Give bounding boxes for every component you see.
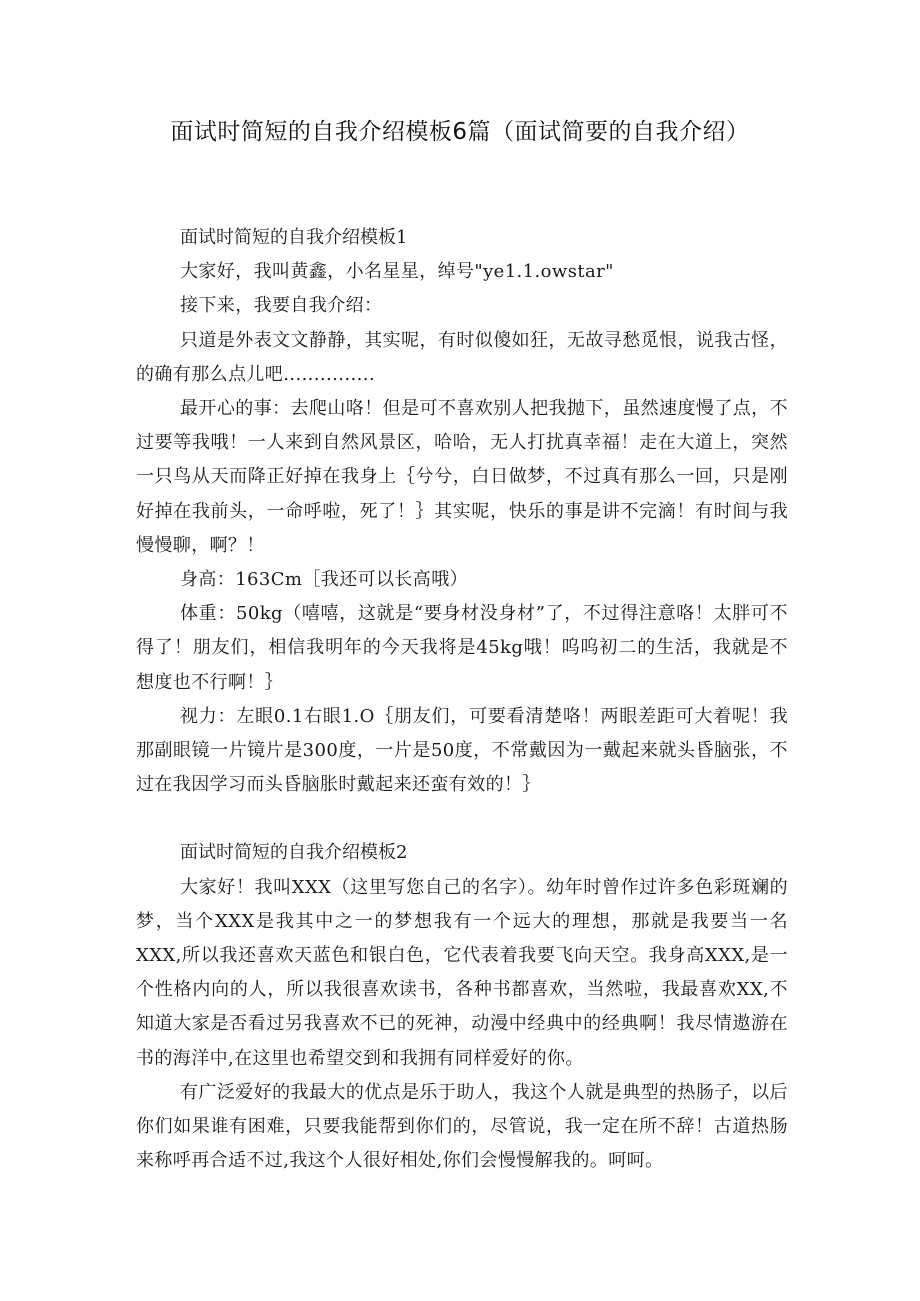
paragraph-strengths: 有广泛爱好的我最大的优点是乐于助人，我这个人就是典型的热肠子，以后你们如果谁有困难，只要我能帮到你们的，尽管说，我一定在所不辞！古道热肠来称呼再合适不过,我这个人很好相处,你们会慢慢解我的。呵呵。 (136, 1081, 788, 1172)
paragraph-happiest-thing: 最开心的事：去爬山咯！但是可不喜欢别人把我抛下，虽然速度慢了点，不过要等我哦！一人来到自然风景区，哈哈，无人打扰真幸福！走在大道上，突然一只鸟从天而降正好掉在我身上｛兮兮，白日做梦，不过真有那么一回，只是刚好掉在我前头，一命呼啦，死了！｝其实呢，快乐的事是讲不完滴！有时间与我慢慢聊，啊？！ (136, 398, 788, 556)
document-title: 面试时简短的自我介绍模板6篇（面试简要的自我介绍） (170, 119, 750, 145)
paragraph-height: 身高：163Cm［我还可以长高哦） (180, 569, 468, 591)
section-heading: 面试时简短的自我介绍模板2 (180, 842, 408, 864)
paragraph-eyesight: 视力：左眼0.1右眼1.O｛朋友们，可要看清楚咯！两眼差距可大着呢！我那副眼镜一片镜片是300度，一片是50度，不常戴因为一戴起来就头昏脑张，不过在我因学习而头昏脑胀时戴起来还蛮有效的！｝ (136, 705, 788, 796)
paragraph-intro: 接下来，我要自我介绍： (180, 295, 383, 317)
paragraph-personality: 只道是外表文文静静，其实呢，有时似傻如狂，无故寻愁觅恨，说我古怪，的确有那么点儿吧............... (136, 329, 788, 385)
document-body (136, 221, 788, 1178)
paragraph-weight: 体重：50kg（嘻嘻，这就是“要身材没身材”了，不过得注意咯！太胖可不得了！朋友们，相信我明年的今天我将是45kg哦！呜呜初二的生活，我就是不想度也不行啊！｝ (136, 603, 788, 693)
paragraph-greeting: 大家好，我叫黄鑫，小名星星，绰号"ye1.1.owstar" (180, 261, 614, 283)
section-spacer (136, 802, 788, 836)
paragraph-self-intro: 大家好！我叫XXX（这里写您自己的名字）。幼年时曾作过许多色彩斑斓的梦，当个XXX是我其中之一的梦想我有一个远大的理想，那就是我要当一名XXX,所以我还喜欢天蓝色和银白色，它代表着我要飞向天空。我身高XXX,是一个性格内向的人，所以我很喜欢读书，各种书都喜欢，当然啦，我最喜欢XX,不知道大家是否看过另我喜欢不已的死神，动漫中经典中的经典啊！我尽情遨游在书的海洋中,在这里也希望交到和我拥有同样爱好的你。 (136, 876, 788, 1069)
section-heading: 面试时简短的自我介绍模板1 (180, 227, 408, 248)
